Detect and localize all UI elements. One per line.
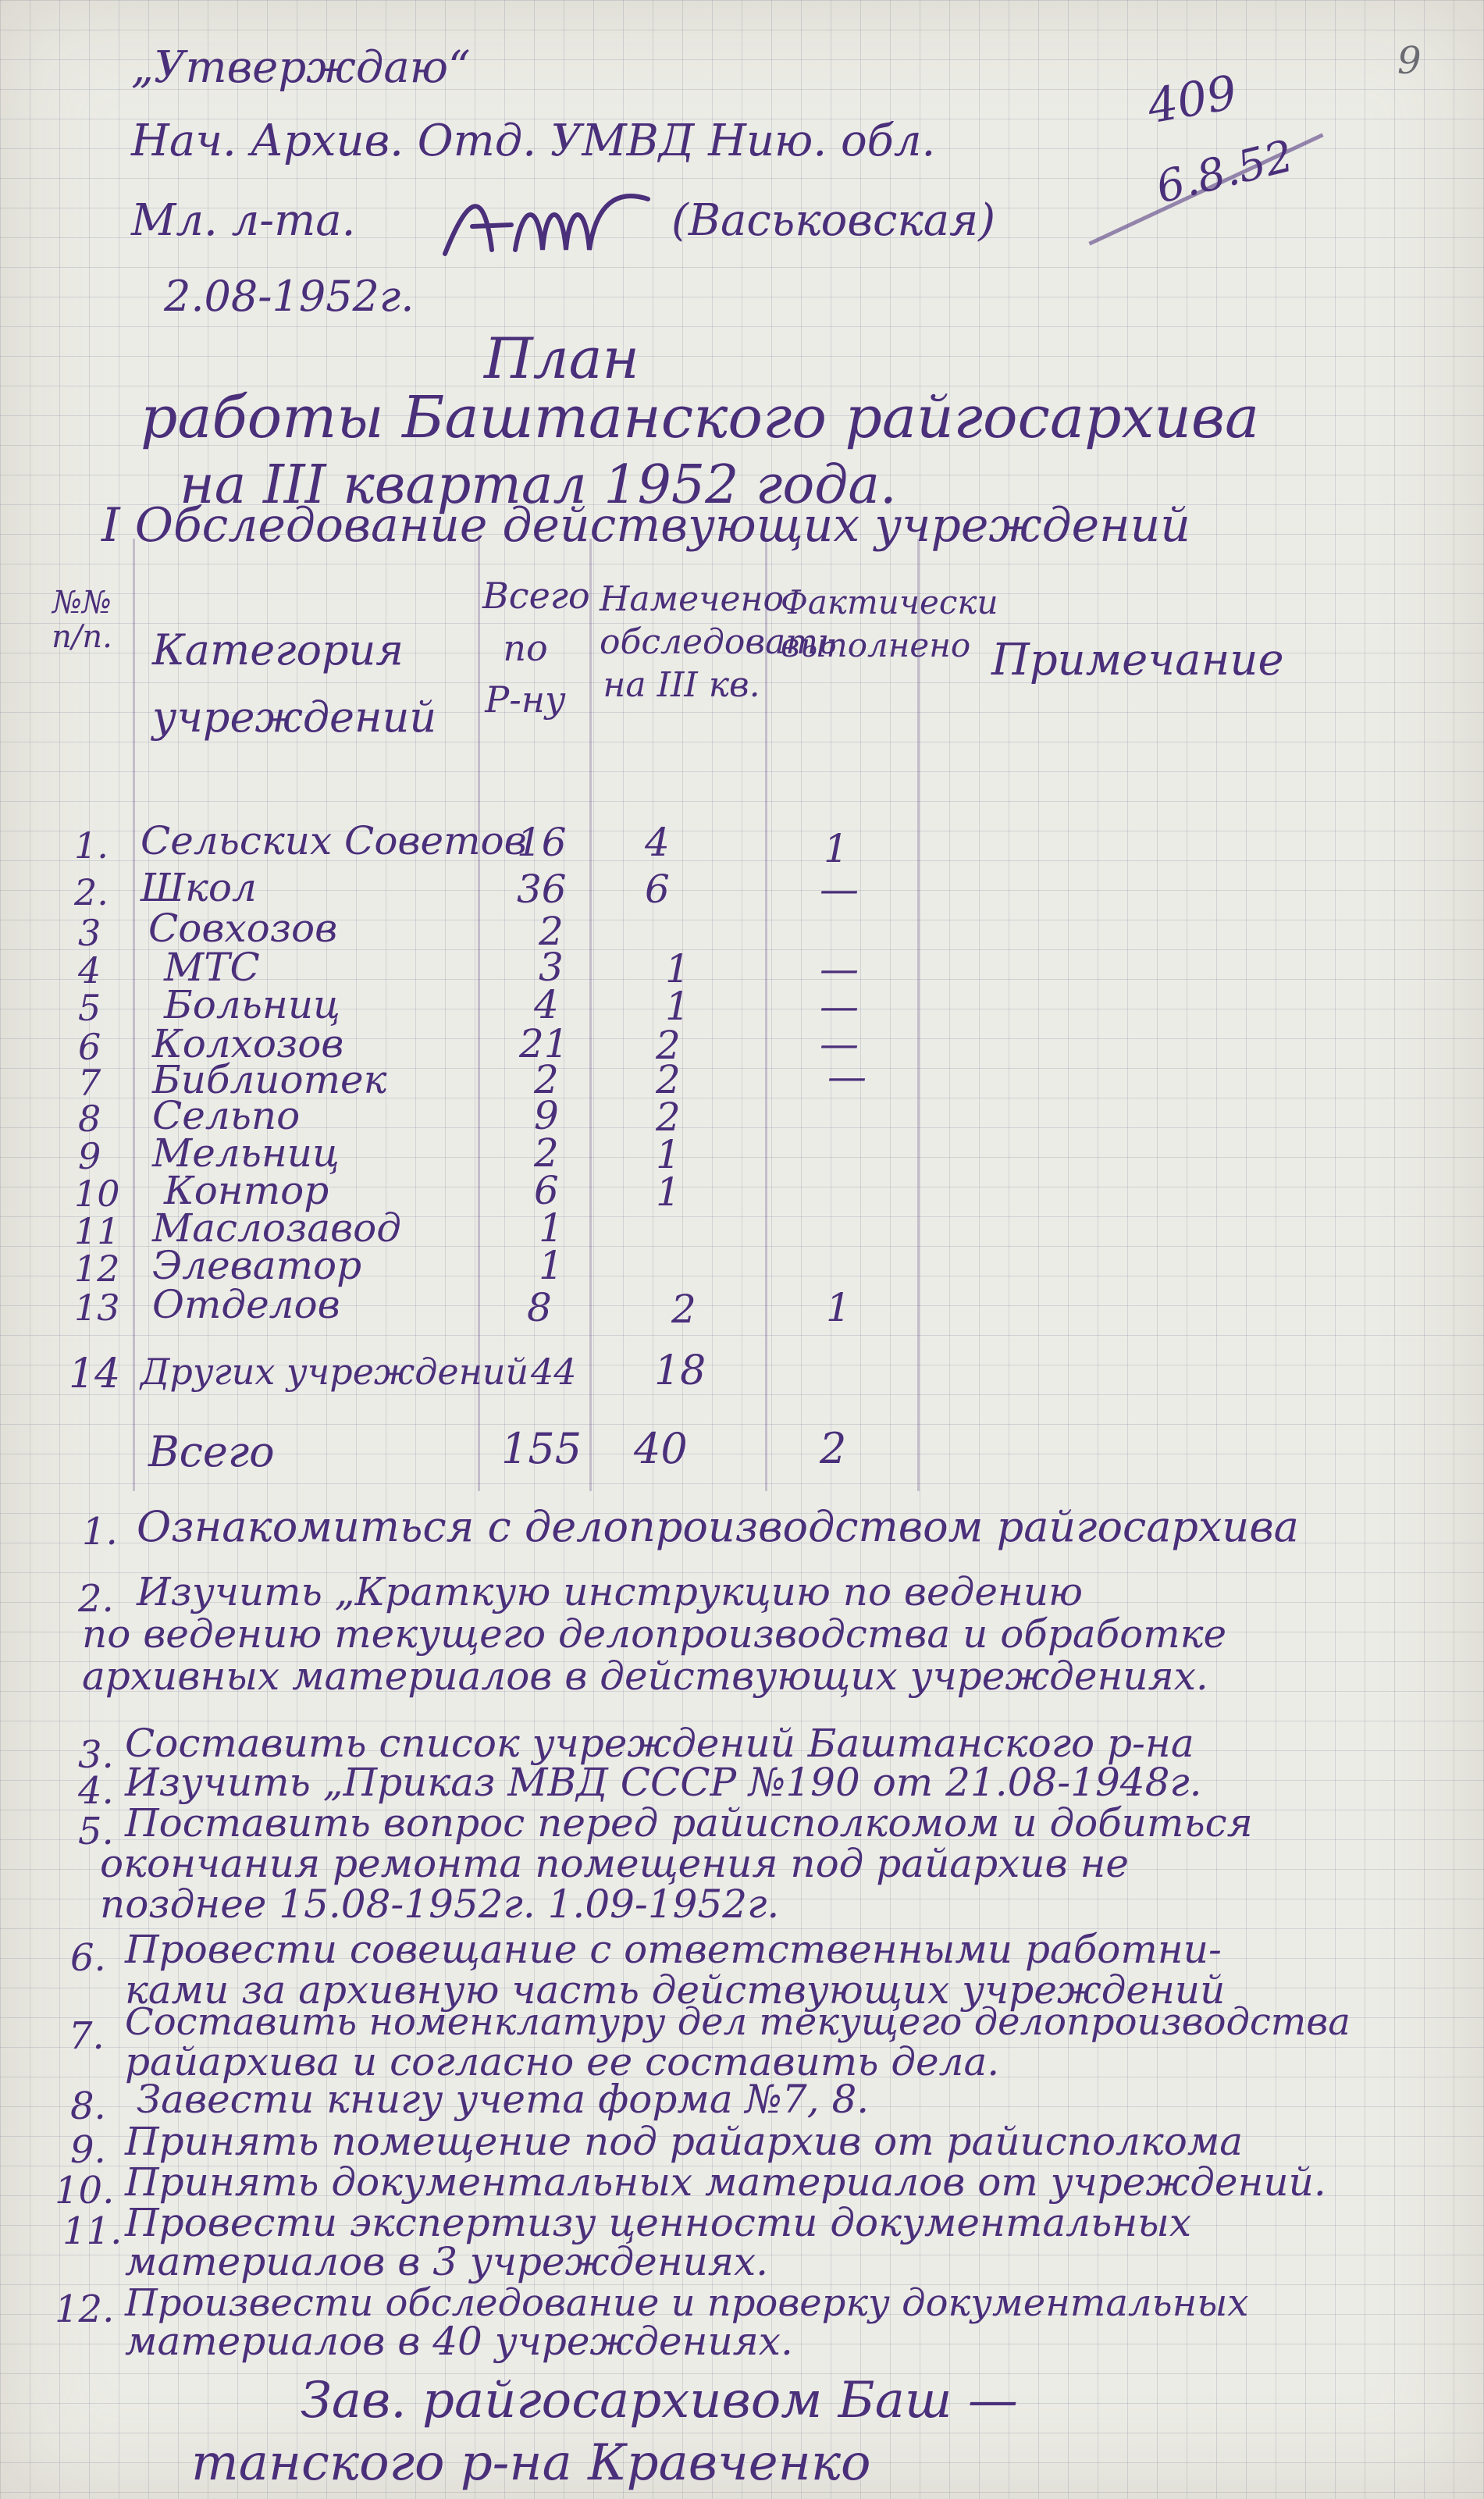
row-planned: 1 bbox=[665, 984, 690, 1029]
task-number: 11. bbox=[62, 2209, 123, 2253]
row-total: 2 bbox=[539, 909, 564, 954]
total-value: 155 bbox=[501, 1424, 582, 1473]
row-num: 10 bbox=[74, 1173, 120, 1215]
row-total: 36 bbox=[517, 867, 567, 912]
column-rule-1 bbox=[133, 539, 135, 1491]
row-total: 44 bbox=[531, 1351, 577, 1393]
header-note: Примечание bbox=[991, 635, 1284, 685]
row-num: 13 bbox=[74, 1287, 120, 1329]
row-total: 2 bbox=[534, 1130, 559, 1176]
row-planned: 1 bbox=[665, 946, 690, 991]
task-line: материалов в 40 учреждениях. bbox=[125, 2319, 793, 2364]
approval-name: (Васьковская) bbox=[671, 195, 996, 246]
row-name: Совхозов bbox=[148, 906, 338, 951]
row-planned: 2 bbox=[656, 1095, 681, 1140]
header-num: №№ п/п. bbox=[52, 585, 112, 655]
row-total: 9 bbox=[534, 1093, 559, 1138]
task-number: 10. bbox=[55, 2169, 115, 2212]
column-rule-4 bbox=[765, 539, 767, 1491]
page-number: 9 bbox=[1397, 39, 1422, 83]
task-line: Завести книгу учета форма №7, 8. bbox=[137, 2077, 870, 2122]
task-line: ками за архивную часть действующих учреждений bbox=[125, 1967, 1226, 2013]
row-num: 6 bbox=[78, 1026, 101, 1068]
task-line: Изучить „Краткую инструкцию по ведению bbox=[137, 1569, 1084, 1614]
task-line: архивных материалов в действующих учреждениях. bbox=[82, 1654, 1208, 1699]
approval-line-1: „Утверждаю“ bbox=[131, 42, 471, 93]
approval-date: 2.08-1952г. bbox=[164, 272, 415, 321]
task-line: материалов в 3 учреждениях. bbox=[125, 2239, 769, 2284]
row-name: Школ bbox=[141, 865, 257, 910]
task-number: 8. bbox=[70, 2084, 106, 2128]
row-planned: 2 bbox=[656, 1023, 681, 1068]
row-actual: — bbox=[827, 1054, 867, 1099]
header-category: Категория учреждений bbox=[152, 625, 437, 742]
row-actual: 1 bbox=[824, 826, 849, 871]
row-total: 4 bbox=[534, 982, 559, 1027]
row-total: 6 bbox=[534, 1168, 559, 1213]
row-total: 21 bbox=[519, 1021, 569, 1066]
total-label: Всего bbox=[148, 1427, 275, 1476]
task-line: Составить номенклатуру дел текущего делопроизводства bbox=[125, 2000, 1351, 2044]
row-planned: 6 bbox=[645, 867, 670, 912]
row-name: МТС bbox=[164, 945, 260, 990]
row-num: 5 bbox=[78, 987, 101, 1029]
registration-date: 6.8.52 bbox=[1151, 130, 1299, 214]
plan-title-word: План bbox=[484, 326, 639, 391]
registration-number: 409 bbox=[1143, 65, 1241, 135]
row-num: 14 bbox=[69, 1351, 121, 1397]
row-planned: 2 bbox=[656, 1057, 681, 1102]
task-line: Принять помещение под райархив от райисполкома bbox=[125, 2119, 1244, 2164]
header-planned: Намечено обследовать на III кв. bbox=[600, 579, 837, 705]
approval-signature bbox=[437, 180, 656, 265]
header-total: Всего по Р-ну bbox=[482, 575, 590, 721]
plan-title-line-2: на III квартал 1952 года. bbox=[180, 454, 897, 516]
column-rule-2 bbox=[478, 539, 480, 1491]
task-line: Провести экспертизу ценности документальных bbox=[125, 2200, 1192, 2245]
task-number: 2. bbox=[78, 1577, 114, 1621]
row-planned: 2 bbox=[671, 1287, 696, 1332]
header-actual: Фактически выполнено bbox=[781, 583, 998, 664]
column-rule-5 bbox=[917, 539, 920, 1491]
row-num: 4 bbox=[78, 949, 101, 991]
row-total: 16 bbox=[517, 820, 567, 865]
task-line: позднее 15.08-1952г. 1.09-1952г. bbox=[100, 1881, 780, 1927]
row-name: Мельниц bbox=[152, 1130, 340, 1176]
section-1-heading: I Обследование действующих учреждений bbox=[101, 498, 1190, 553]
row-num: 7 bbox=[78, 1062, 101, 1104]
signature-line-1: Зав. райгосархивом Баш — bbox=[301, 2372, 1018, 2430]
row-name: Других учреждений bbox=[141, 1351, 529, 1393]
row-planned: 4 bbox=[645, 820, 670, 865]
row-name: Маслозавод bbox=[152, 1205, 401, 1251]
task-line: окончания ремонта помещения под райархив не bbox=[100, 1841, 1130, 1886]
task-line: Поставить вопрос перед райисполкомом и добиться bbox=[125, 1800, 1253, 1846]
task-line: Составить список учреждений Баштанского р-на bbox=[125, 1721, 1194, 1766]
row-actual: — bbox=[820, 984, 859, 1029]
task-number: 12. bbox=[55, 2287, 115, 2331]
row-name: Контор bbox=[164, 1168, 329, 1213]
row-planned: 1 bbox=[656, 1132, 681, 1177]
task-number: 7. bbox=[69, 2014, 105, 2058]
total-planned: 40 bbox=[634, 1424, 688, 1473]
plan-title-line-1: работы Баштанского райгосархива bbox=[141, 384, 1260, 451]
row-total: 1 bbox=[539, 1205, 564, 1251]
task-line: райархива и согласно ее составить дела. bbox=[125, 2039, 1000, 2084]
task-number: 9. bbox=[70, 2128, 106, 2172]
task-line: по ведению текущего делопроизводства и обработке bbox=[82, 1611, 1227, 1657]
task-line: Провести совещание с ответственными работни- bbox=[125, 1927, 1222, 1972]
row-name: Колхозов bbox=[152, 1021, 344, 1066]
task-line: Ознакомиться с делопроизводством райгосархива bbox=[137, 1502, 1299, 1551]
row-num: 8 bbox=[78, 1098, 101, 1140]
signature-line-2: танского р-на Кравченко bbox=[191, 2434, 871, 2492]
row-num: 1. bbox=[74, 824, 109, 867]
approval-line-3-label: Мл. л-та. bbox=[131, 195, 356, 246]
task-number: 1. bbox=[82, 1510, 118, 1554]
column-rule-3 bbox=[589, 539, 592, 1491]
row-planned: 1 bbox=[656, 1169, 681, 1215]
row-total: 2 bbox=[534, 1057, 559, 1102]
approval-line-2: Нач. Архив. Отд. УМВД Нию. обл. bbox=[131, 116, 936, 166]
row-name: Отделов bbox=[152, 1282, 340, 1327]
row-name: Библиотек bbox=[152, 1057, 387, 1102]
row-name: Элеватор bbox=[152, 1243, 362, 1288]
task-line: Произвести обследование и проверку документальных bbox=[125, 2281, 1249, 2325]
row-num: 2. bbox=[74, 871, 109, 913]
row-actual: — bbox=[820, 867, 859, 912]
row-num: 9 bbox=[78, 1135, 101, 1177]
row-name: Больниц bbox=[164, 982, 340, 1027]
row-total: 8 bbox=[527, 1285, 552, 1330]
task-number: 5. bbox=[78, 1810, 114, 1853]
row-actual: — bbox=[820, 946, 859, 991]
row-planned: 18 bbox=[654, 1347, 706, 1394]
row-name: Сельских Советов bbox=[141, 818, 527, 863]
total-actual: 2 bbox=[820, 1424, 847, 1473]
row-actual: — bbox=[820, 1021, 859, 1066]
row-name: Сельпо bbox=[152, 1093, 301, 1138]
task-line: Изучить „Приказ МВД СССР №190 от 21.08-1948г. bbox=[125, 1760, 1202, 1805]
row-num: 11 bbox=[74, 1210, 120, 1252]
task-line: Принять документальных материалов от учреждений. bbox=[125, 2159, 1326, 2205]
task-number: 4. bbox=[78, 1769, 114, 1813]
row-num: 3 bbox=[78, 912, 101, 954]
row-num: 12 bbox=[74, 1248, 120, 1290]
task-number: 6. bbox=[70, 1936, 106, 1980]
task-number: 3. bbox=[78, 1733, 114, 1777]
row-actual: 1 bbox=[826, 1285, 851, 1330]
row-total: 3 bbox=[539, 945, 564, 990]
row-total: 1 bbox=[539, 1243, 564, 1288]
